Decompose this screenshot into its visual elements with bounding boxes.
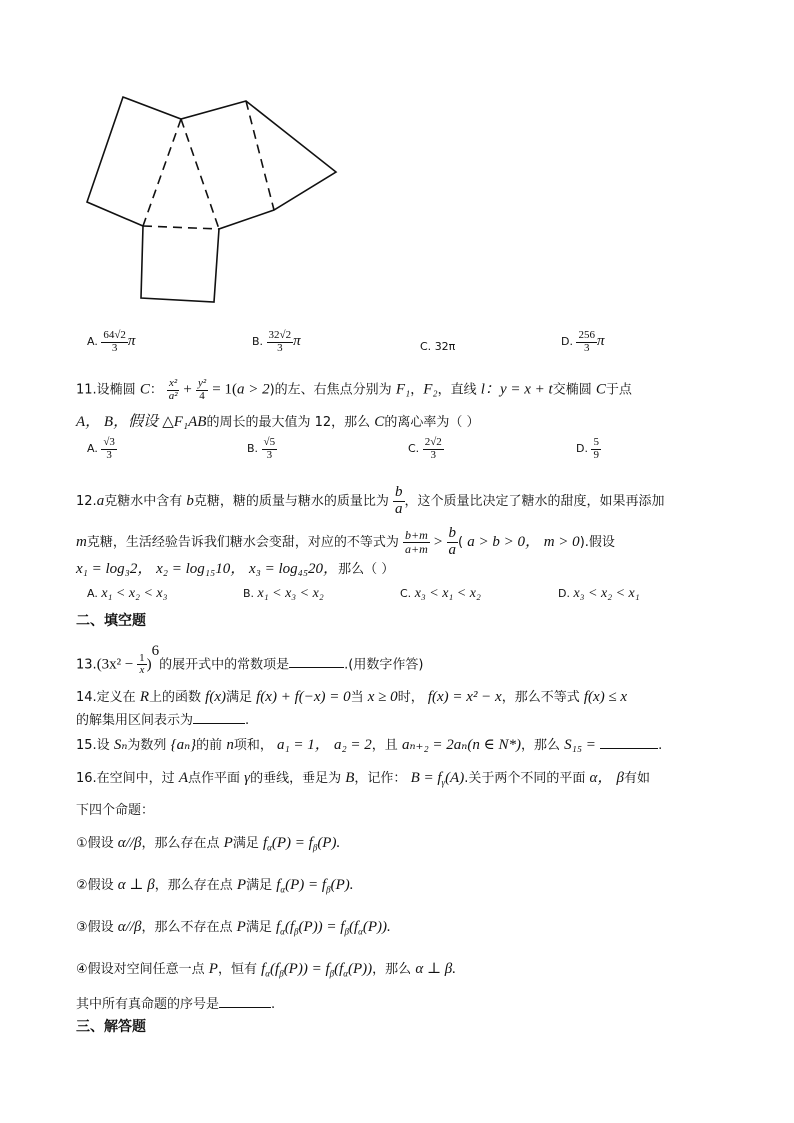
q16-answer-blank[interactable] [219,1007,271,1008]
q15: 15.设 Sₙ为数列 {aₙ}的前 n项和， a₁ = 1， a₂ = 2，且 aₙ₊₂ = 2aₙ(n ∈ N*)，那么 S₁₅ = . [76,737,663,753]
net-fold-line [143,119,181,226]
q12-line3: x₁ = log₃2， x₂ = log₁₅10， x₃ = log₄₅20，那么（ ） [76,561,395,577]
net-fold-line [246,101,274,210]
q16-proposition-3: ③假设 α//β，那么不存在点 P满足 $f_\alpha(f_\beta(P)) = f_\beta(f_\alpha(P))$. [76,919,391,937]
q15-answer-blank[interactable] [600,748,658,749]
q16-proposition-4: ④假设对空间任意一点 P，恒有 $f_\alpha(f_\beta(P)) = f_\beta(f_\alpha(P))$，那么 α ⊥ β. [76,961,457,979]
q12-option-d: D. x₃ < x₂ < x₁ [558,586,640,601]
q13-answer-blank[interactable] [289,667,344,668]
q10-option-b: B. $\frac{32√2}{3}$ π [252,329,301,354]
net-fold-line [143,226,219,229]
q14-answer-blank[interactable] [193,723,245,724]
q12-option-a: A. x₁ < x₂ < x₃ [87,586,168,601]
q16-proposition-1: ①假设 α//β，那么存在点 P满足 $f_\alpha(P) = f_\beta(P)$. [76,835,341,853]
net-outline [87,97,336,302]
q11-option-b: B. $\frac{√5}{3}$ [247,436,276,461]
q14-line1: 14.定义在 R上的函数 f(x)满足 f(x) + f(−x) = 0当 x ≥ 0时， f(x) = x² − x，那么不等式 f(x) ≤ x [76,689,628,705]
pyramid-net-figure [80,90,350,310]
q16-answer-line: 其中所有真命题的序号是 . [76,997,276,1012]
q10-option-d: D. $\frac{256}{3}$ π [561,329,605,354]
q13: 13.(3x² − $\frac{1}{x}$ )$^6$的展开式中的常数项是 .(用数字作答) [76,643,424,677]
section-solutions-heading: 三、解答题 [76,1019,146,1035]
net-fold-line [181,119,219,229]
q12-line2: m克糖，生活经验告诉我们糖水会变甜，对应的不等式为 $\frac{b+m}{a+m}$ > $\frac{b}{a}$ ( a > b > 0， m > 0).假设 [76,525,615,558]
q10-option-c: C. 32π [420,340,456,353]
q12-line1: 12.a克糖水中含有 b克糖，糖的质量与糖水的质量比为 $\frac{b}{a}$ ，这个质量比决定了糖水的甜度，如果再添加 [76,484,665,517]
q10-option-a: A. $\frac{64√2}{3}$ π [87,329,136,354]
q11-option-d: D. $\frac{5}{9}$ [576,436,599,461]
q16-line2: 下四个命题： [76,803,155,818]
q11-line2: A， B，假设 △F₁AB的周长的最大值为 12，那么 C的离心率为（ ） [76,414,480,430]
q12-option-c: C. x₃ < x₁ < x₂ [400,586,481,601]
section-fill-in-heading: 二、填空题 [76,613,146,629]
q12-option-b: B. x₁ < x₃ < x₂ [243,586,324,601]
q16-line1: 16.在空间中，过 A点作平面 γ的垂线，垂足为 B，记作： $B = f_\gamma(A)$.关于两个不同的平面 α， β有如 [76,770,651,788]
q11-line1: 11.设椭圆 C： $\frac{\text{x²}}{\text{a²}}$ + $\frac{\text{y²}}{4}$ = 1(a > 2)的左、右焦点分别为 F₁，F₂，直线 l：y = x + t交椭圆 C于点 [76,377,632,402]
q14-line2: 的解集用区间表示为 . [76,713,250,728]
q11-option-c: C. $\frac{2√2}{3}$ [408,436,442,461]
q11-option-a: A. $\frac{√3}{3}$ [87,436,115,461]
q16-proposition-2: ②假设 α ⊥ β，那么存在点 P满足 $f_\alpha(P) = f_\beta(P)$. [76,877,354,895]
